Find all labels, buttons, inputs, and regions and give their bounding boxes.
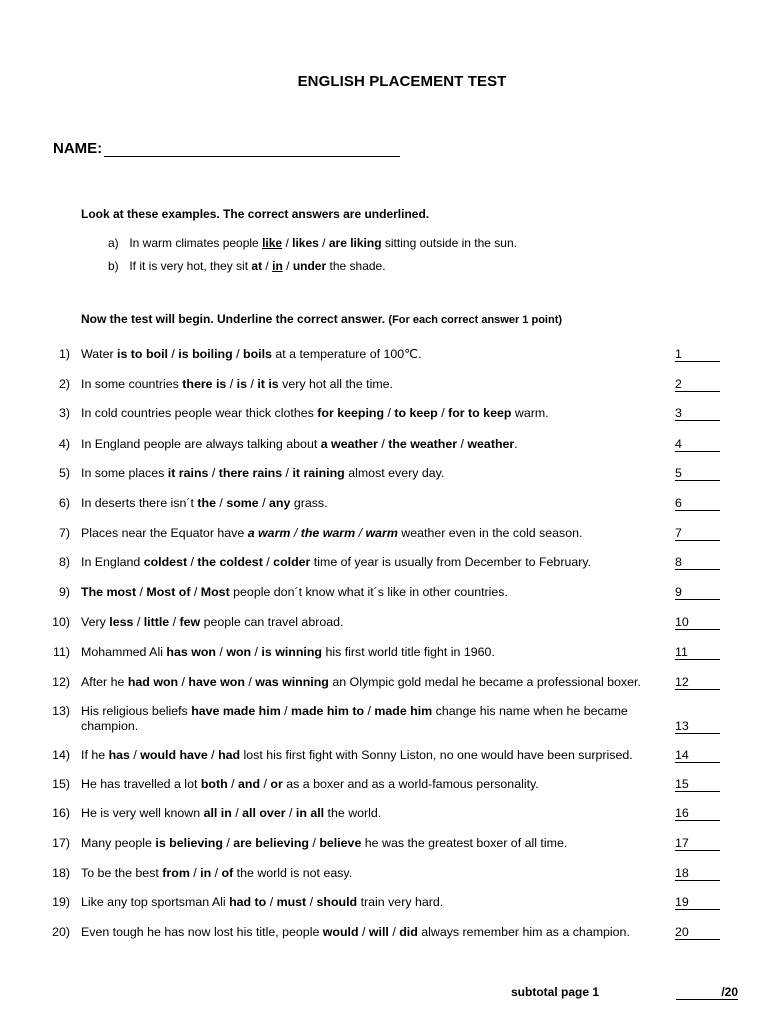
answer-option[interactable]: had: [218, 748, 241, 762]
example-text: In warm climates people: [129, 236, 259, 250]
answer-option[interactable]: will: [368, 925, 389, 939]
score-field[interactable]: 6: [675, 496, 720, 511]
answer-option[interactable]: for to keep: [448, 406, 512, 420]
page-title: ENGLISH PLACEMENT TEST: [297, 73, 507, 90]
score-field[interactable]: 16: [675, 806, 720, 821]
score-field[interactable]: 4: [675, 437, 720, 452]
answer-option[interactable]: colder: [273, 555, 311, 569]
answer-option[interactable]: any: [269, 496, 291, 510]
answer-option[interactable]: Most of: [146, 585, 191, 599]
question-number: 18): [52, 866, 70, 880]
answer-option[interactable]: is: [236, 377, 247, 391]
answer-option[interactable]: The most: [81, 585, 137, 599]
answer-option[interactable]: has won: [166, 645, 216, 659]
answer-option[interactable]: from: [162, 866, 190, 880]
answer-option[interactable]: made him: [374, 704, 433, 718]
question-number: 15): [52, 777, 70, 791]
answer-option[interactable]: would have: [140, 748, 208, 762]
points-note: (For each correct answer 1 point): [388, 314, 563, 326]
example-option-correct: like: [262, 236, 283, 250]
answer-option[interactable]: made him to: [291, 704, 365, 718]
question-text: He is very well known all in / all over / in all the world.: [81, 806, 382, 820]
answer-option[interactable]: is winning: [261, 645, 322, 659]
answer-option[interactable]: warm: [365, 526, 398, 540]
example-a: a) In warm climates people like / likes / are liking sitting outside in the sun.: [108, 236, 517, 250]
answer-option[interactable]: all over: [242, 806, 286, 820]
answer-option[interactable]: had won: [127, 675, 179, 689]
question-number: 1): [58, 347, 70, 361]
answer-option[interactable]: or: [270, 777, 283, 791]
answer-option[interactable]: must: [276, 895, 307, 909]
answer-option[interactable]: won: [226, 645, 252, 659]
answer-option[interactable]: in all: [295, 806, 325, 820]
question-number: 7): [58, 526, 70, 540]
answer-option[interactable]: a warm: [247, 526, 291, 540]
subtotal-score-field[interactable]: /20: [676, 985, 738, 1000]
answer-option[interactable]: a weather: [320, 437, 378, 451]
question-number: 10): [52, 615, 70, 629]
question-number: 3): [58, 406, 70, 420]
question-text: After he had won / have won / was winning an Olympic gold medal he became a professional boxer.: [81, 675, 641, 689]
answer-option[interactable]: of: [221, 866, 234, 880]
example-b: b) If it is very hot, they sit at / in / under the shade.: [108, 259, 386, 273]
question-number: 20): [52, 925, 70, 939]
answer-option[interactable]: is boiling: [178, 347, 233, 361]
answer-option[interactable]: to keep: [394, 406, 438, 420]
answer-option[interactable]: Most: [200, 585, 230, 599]
question-text: Places near the Equator have a warm / the warm / warm weather even in the cold season.: [81, 526, 583, 540]
question-text: To be the best from / in / of the world is not easy.: [81, 866, 353, 880]
score-field[interactable]: 8: [675, 555, 720, 570]
example-option-correct: in: [272, 259, 283, 273]
score-field[interactable]: 10: [675, 615, 720, 630]
subtotal-label: subtotal page 1: [511, 985, 600, 999]
answer-option[interactable]: both: [200, 777, 228, 791]
answer-option[interactable]: should: [316, 895, 358, 909]
answer-option[interactable]: the weather: [388, 437, 458, 451]
question-text: Like any top sportsman Ali had to / must / should train very hard.: [81, 895, 444, 909]
question-text: Mohammed Ali has won / won / is winning his first world title fight in 1960.: [81, 645, 495, 659]
score-field[interactable]: 2: [675, 377, 720, 392]
question-number: 2): [58, 377, 70, 391]
question-number: 5): [58, 466, 70, 480]
answer-option[interactable]: the warm: [300, 526, 356, 540]
question-text: Very less / little / few people can travel abroad.: [81, 615, 344, 629]
question-text: Water is to boil / is boiling / boils at a temperature of 100℃.: [81, 347, 422, 361]
test-instruction: Now the test will begin. Underline the correct answer. (For each correct answer 1 point): [81, 312, 563, 326]
score-field[interactable]: 5: [675, 466, 720, 481]
name-label: NAME:: [53, 140, 103, 157]
answer-option[interactable]: have won: [188, 675, 245, 689]
answer-option[interactable]: is believing: [155, 836, 223, 850]
answer-option[interactable]: is to boil: [117, 347, 168, 361]
question-text: Many people is believing / are believing / believe he was the greatest boxer of all time.: [81, 836, 568, 850]
example-option: at: [251, 259, 263, 273]
example-text: the shade.: [329, 259, 386, 273]
answer-option[interactable]: are believing: [233, 836, 309, 850]
example-text: If it is very hot, they sit: [129, 259, 249, 273]
example-label: a): [108, 236, 119, 250]
answer-option[interactable]: it rains: [167, 466, 209, 480]
score-field[interactable]: 13: [675, 719, 720, 734]
example-option: under: [292, 259, 327, 273]
question-number: 11): [53, 645, 70, 659]
score-field[interactable]: 9: [675, 585, 720, 600]
answer-option[interactable]: few: [179, 615, 201, 629]
question-text: If he has / would have / had lost his first fight with Sonny Liston, no one would have been surprised.: [81, 748, 633, 762]
answer-option[interactable]: there is: [182, 377, 227, 391]
question-text: In some countries there is / is / it is very hot all the time.: [81, 377, 394, 391]
answer-option[interactable]: was winning: [255, 675, 329, 689]
answer-option[interactable]: believe: [319, 836, 362, 850]
question-text: In deserts there isn´t the / some / any grass.: [81, 496, 328, 510]
question-text: In England coldest / the coldest / colder time of year is usually from December to February.: [81, 555, 592, 569]
question-text: He has travelled a lot both / and / or as a boxer and as a world-famous personality.: [81, 777, 539, 791]
question-number: 8): [58, 555, 70, 569]
score-field[interactable]: 14: [675, 748, 720, 763]
question-text: In England people are always talking about a weather / the weather / weather.: [81, 437, 518, 451]
answer-option[interactable]: less: [109, 615, 134, 629]
example-text: sitting outside in the sun.: [384, 236, 517, 250]
score-field[interactable]: 11: [675, 645, 720, 660]
answer-option[interactable]: weather: [467, 437, 515, 451]
answer-option[interactable]: it is: [257, 377, 279, 391]
score-field[interactable]: 12: [675, 675, 720, 690]
example-option: are liking: [328, 236, 382, 250]
question-number: 4): [58, 437, 70, 451]
answer-option[interactable]: has: [108, 748, 130, 762]
question-text: In some places it rains / there rains / it raining almost every day.: [81, 466, 445, 480]
question-text: In cold countries people wear thick clothes for keeping / to keep / for to keep warm.: [81, 406, 549, 420]
question-number: 17): [52, 836, 70, 850]
question-number: 13): [52, 704, 70, 718]
question-number: 6): [58, 496, 70, 510]
answer-option[interactable]: did: [399, 925, 418, 939]
answer-option[interactable]: and: [238, 777, 261, 791]
score-field[interactable]: 3: [675, 406, 720, 421]
question-text: The most / Most of / Most people don´t know what it´s like in other countries.: [81, 585, 508, 599]
answer-option[interactable]: it raining: [292, 466, 345, 480]
answer-option[interactable]: coldest: [143, 555, 188, 569]
examples-instruction: Look at these examples. The correct answers are underlined.: [81, 207, 430, 221]
question-number: 19): [52, 895, 70, 909]
answer-option[interactable]: all in: [203, 806, 232, 820]
answer-option[interactable]: the: [197, 496, 216, 510]
answer-option[interactable]: little: [143, 615, 170, 629]
answer-option[interactable]: would: [322, 925, 359, 939]
answer-option[interactable]: boils: [243, 347, 272, 361]
name-field-line[interactable]: [104, 156, 400, 157]
score-field[interactable]: 17: [675, 836, 720, 851]
score-field[interactable]: 20: [675, 925, 720, 940]
score-field[interactable]: 1: [675, 347, 720, 362]
example-option: likes: [292, 236, 319, 250]
answer-option[interactable]: there rains: [218, 466, 283, 480]
answer-option[interactable]: had to: [229, 895, 267, 909]
example-label: b): [108, 259, 119, 273]
answer-option[interactable]: the coldest: [197, 555, 263, 569]
question-number: 14): [52, 748, 70, 762]
question-text: His religious beliefs have made him / made him to / made him change his name when he became champion.: [81, 704, 628, 733]
question-number: 16): [52, 806, 70, 820]
question-text: Even tough he has now lost his title, people would / will / did always remember him as a champion.: [81, 925, 630, 939]
question-number: 12): [52, 675, 70, 689]
score-field[interactable]: 18: [675, 866, 720, 881]
answer-option[interactable]: for keeping: [317, 406, 385, 420]
score-field[interactable]: 15: [675, 777, 720, 792]
answer-option[interactable]: have made him: [191, 704, 281, 718]
score-field[interactable]: 7: [675, 526, 720, 541]
answer-option[interactable]: some: [226, 496, 259, 510]
answer-option[interactable]: in: [200, 866, 212, 880]
question-number: 9): [58, 585, 70, 599]
score-field[interactable]: 19: [675, 895, 720, 910]
